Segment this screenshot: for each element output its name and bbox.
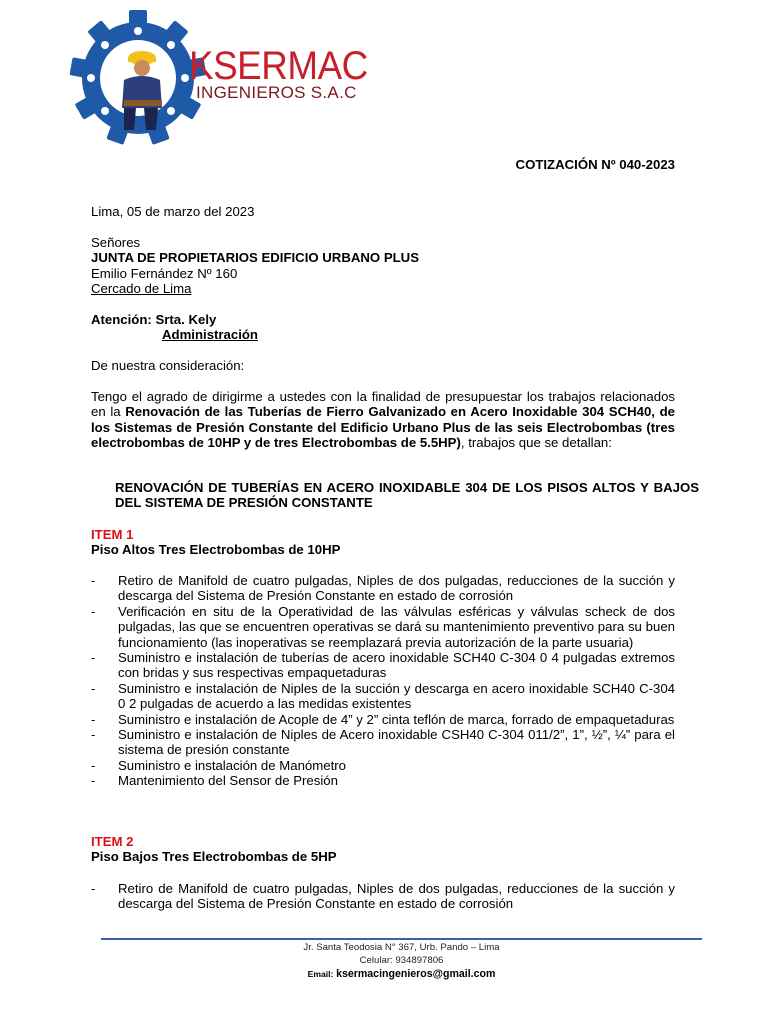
intro-text-2: , trabajos que se detallan:	[460, 435, 612, 451]
footer-phone: Celular: 934897806	[359, 955, 444, 966]
section-heading-text: RENOVACIÓN DE TUBERÍAS EN ACERO INOXIDABLE 304 DE LOS PISOS ALTOS Y BAJOS DEL SISTEMA DE PRESIÓN CONSTANTE	[115, 480, 699, 511]
item2-label: ITEM 2	[91, 834, 134, 849]
recipient-block	[91, 235, 675, 297]
item1-label: ITEM 1	[91, 527, 134, 542]
item1-list	[91, 573, 675, 789]
attention-block	[91, 312, 675, 343]
intro-text-bold: Renovación de las Tuberías de Fierro Galvanizado en Acero Inoxidable 304 SCH40, de los Sistemas de Presión Constante del Edificio Urbano Plus de las seis Electrobombas (tres electrobombas de 10HP y de tres Electrobombas de 5.5HP)	[91, 404, 675, 451]
list-item: - Suministro e instalación de tuberías de acero inoxidable SCH40 C-304 0 4 pulgadas extremos con bridas y sus respectivas empaquetaduras	[91, 650, 675, 681]
recipient-district: Cercado de Lima	[91, 281, 192, 297]
footer-email-label: Email:	[307, 969, 334, 979]
attention-dept: Administración	[162, 327, 258, 343]
footer-email[interactable]: ksermacingenieros@gmail.com	[336, 968, 496, 980]
list-item: - Verificación en situ de la Operatividad de las válvulas esféricas y válvulas scheck de dos pulgadas, las que se encuentren operativas se dará su mantenimiento preventivo para su buen funcionamiento (las inoperativas se reemplazará previa autorización de la parte usuaria)	[91, 603, 675, 650]
attention-name: Srta. Kely	[155, 312, 217, 327]
list-item: - Suministro e instalación de Acople de 4” y 2” cinta teflón de marca, forrado de empaquetaduras	[91, 711, 675, 727]
list-item: - Suministro e instalación de Niples de Acero inoxidable CSH40 C-304 011/2”, 1”, ½”, ¼” para el sistema de presión constante	[91, 727, 675, 758]
list-item: - Retiro de Manifold de cuatro pulgadas, Niples de dos pulgadas, reducciones de la succión y descarga del Sistema de Presión Constante en estado de corrosión	[91, 573, 675, 604]
footer-address: Jr. Santa Teodosia N° 367, Urb. Pando – Lima	[303, 942, 500, 953]
item2-block	[91, 834, 675, 865]
intro-paragraph	[91, 389, 675, 451]
recipient-org: JUNTA DE PROPIETARIOS EDIFICIO URBANO PLUS	[91, 250, 419, 266]
quote-reference: COTIZACIÓN Nº 040-2023	[515, 157, 675, 172]
list-item: - Suministro e instalación de Niples de la succión y descarga en acero inoxidable SCH40 C-304 0 2 pulgadas de acuerdo a las medidas existentes	[91, 680, 675, 712]
greeting: De nuestra consideración:	[91, 358, 245, 373]
date-line: Lima, 05 de marzo del 2023	[91, 204, 255, 219]
list-item: - Mantenimiento del Sensor de Presión	[91, 773, 338, 789]
brand-name: KSERMAC	[189, 44, 368, 88]
brand-subtitle: INGENIEROS S.A.C	[196, 83, 357, 102]
recipient-address: Emilio Fernández Nº 160	[91, 265, 238, 281]
item2-list	[91, 881, 675, 912]
section-heading	[91, 480, 699, 511]
item1-block	[91, 527, 675, 558]
intro-text-1: Tengo el agrado de dirigirme a ustedes con la finalidad de presupuestar los trabajos relacionados en la	[91, 389, 675, 420]
footer-divider	[101, 938, 702, 940]
item2-title: Piso Bajos Tres Electrobombas de 5HP	[91, 849, 337, 865]
footer-email-line	[101, 968, 702, 982]
list-item: - Retiro de Manifold de cuatro pulgadas, Niples de dos pulgadas, reducciones de la succión y descarga del Sistema de Presión Constante en estado de corrosión	[91, 881, 675, 912]
list-item: - Suministro e instalación de Manómetro	[91, 757, 346, 773]
attention-label: Atención:	[91, 312, 152, 327]
item1-title: Piso Altos Tres Electrobombas de 10HP	[91, 542, 341, 558]
salutation: Señores	[91, 235, 141, 250]
